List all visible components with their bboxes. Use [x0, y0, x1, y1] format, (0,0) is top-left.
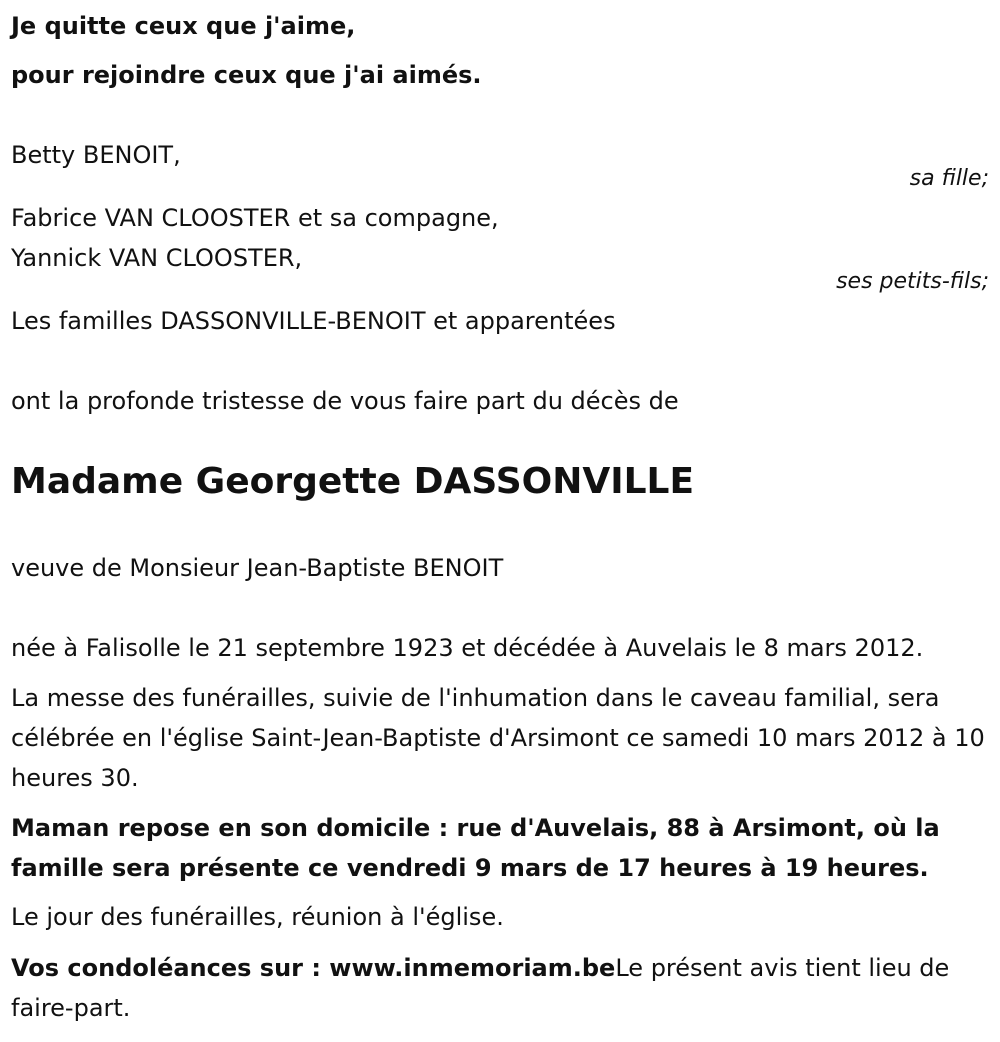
quote-line-2: pour rejoindre ceux que j'ai aimés. [11, 61, 482, 89]
families-line: Les familles DASSONVILLE-BENOIT et apparentées [11, 307, 616, 335]
widow-of-line: veuve de Monsieur Jean-Baptiste BENOIT [11, 554, 504, 582]
rest-paragraph: Maman repose en son domicile : rue d'Auvelais, 88 à Arsimont, où la famille sera présente ce vendredi 9 mars de 17 heures à 19 heures. [11, 814, 940, 882]
condolences-paragraph [11, 948, 991, 1028]
notice-text: Le présent avis tient lieu de faire-part. [11, 954, 950, 1022]
funeral-mass-paragraph: La messe des funérailles, suivie de l'inhumation dans le caveau familial, sera célébrée en l'église Saint-Jean-Baptiste d'Arsimont ce samedi 10 mars 2012 à 10 heures 30. [11, 684, 985, 792]
dates-line: née à Falisolle le 21 septembre 1923 et décédée à Auvelais le 8 mars 2012. [11, 634, 924, 662]
grandsons-role: ses petits-fils; [836, 269, 989, 294]
meeting-line: Le jour des funérailles, réunion à l'église. [11, 903, 504, 931]
quote-line-1: Je quitte ceux que j'aime, [11, 12, 356, 40]
grandson-2: Yannick VAN CLOOSTER, [11, 244, 303, 272]
condolences-label: Vos condoléances sur : www.inmemoriam.be [11, 954, 616, 982]
grandson-1: Fabrice VAN CLOOSTER et sa compagne, [11, 204, 499, 232]
daughter-name: Betty BENOIT, [11, 141, 181, 169]
daughter-role: sa fille; [909, 166, 989, 191]
announcement-line: ont la profonde tristesse de vous faire part du décès de [11, 387, 679, 415]
deceased-name: Madame Georgette DASSONVILLE [11, 461, 695, 502]
